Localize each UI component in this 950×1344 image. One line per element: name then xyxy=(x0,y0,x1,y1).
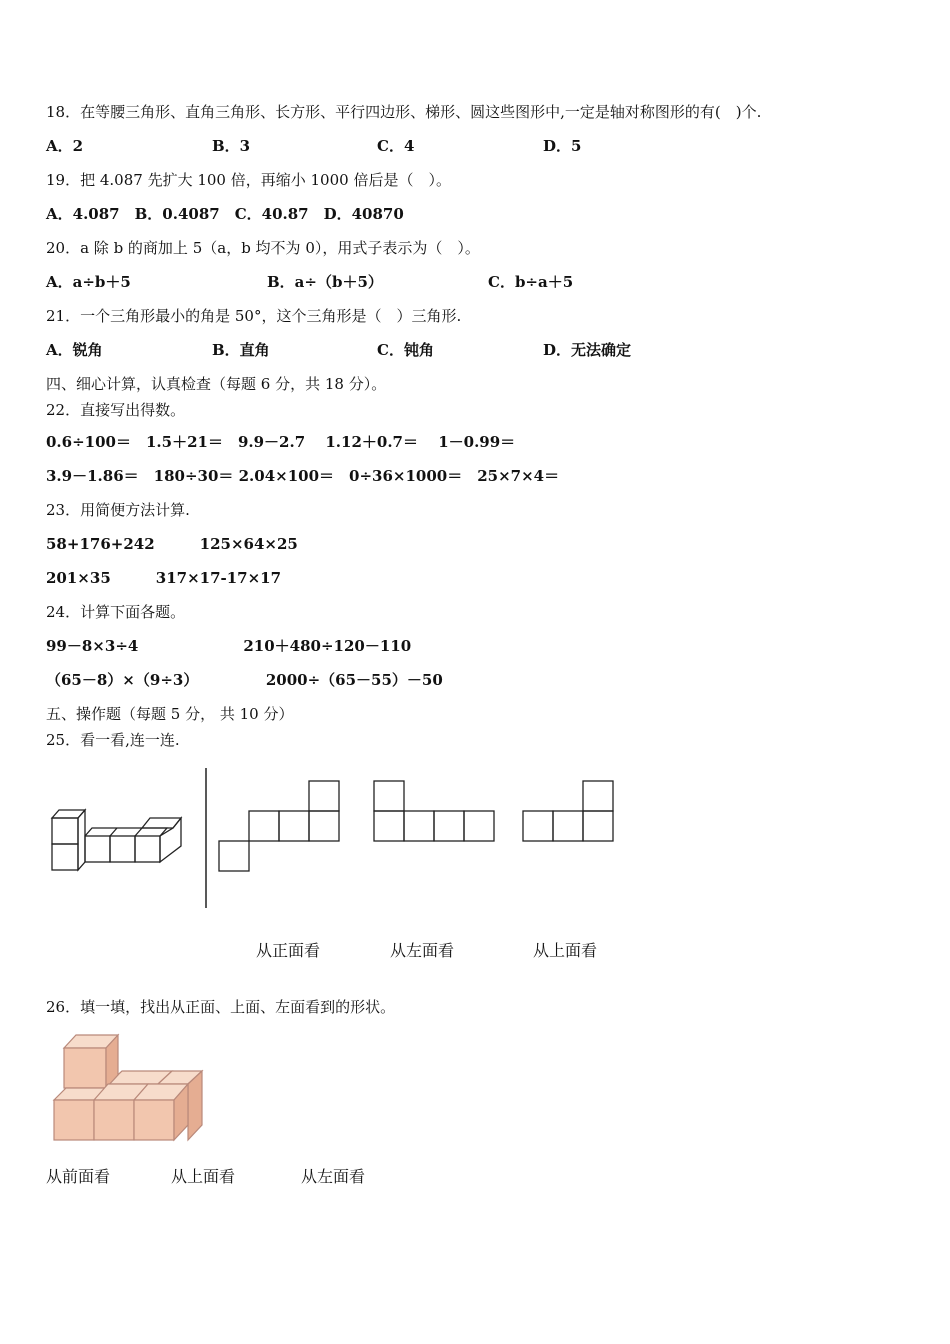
q18-option-c[interactable]: C．4 xyxy=(377,137,415,155)
q26-label-front[interactable]: 从前面看 xyxy=(46,1167,111,1186)
q21-option-a[interactable]: A．锐角 xyxy=(46,341,103,359)
q26-right-side xyxy=(188,1071,202,1140)
section-four-title: 四、细心计算，认真检查（每题 6 分，共 18 分）。 xyxy=(46,375,387,393)
q23-stem: 23．用简便方法计算. xyxy=(46,501,190,519)
q19-options[interactable]: A．4.087 B．0.4087 C．40.87 D．40870 xyxy=(46,205,404,223)
q25-label-top[interactable]: 从上面看 xyxy=(533,941,598,960)
q25-label-front[interactable]: 从正面看 xyxy=(256,941,321,960)
q25-label-left[interactable]: 从左面看 xyxy=(390,941,455,960)
q18-option-d[interactable]: D．5 xyxy=(543,137,582,155)
q26-cube-stack xyxy=(54,1035,202,1140)
q21-option-c[interactable]: C．钝角 xyxy=(377,341,434,359)
q20-stem: 20．a 除 b 的商加上 5（a，b 均不为 0），用式子表示为（ ）。 xyxy=(46,239,480,257)
q26-front-cube-2 xyxy=(94,1100,134,1140)
q24-stem: 24．计算下面各题。 xyxy=(46,603,186,621)
q20-option-b[interactable]: B．a÷（b＋5） xyxy=(267,273,383,291)
q22-row-1: 0.6÷100＝ 1.5＋21＝ 9.9－2.7 1.12＋0.7＝ 1－0.99＝ xyxy=(46,433,516,451)
q24-row-1: 99－8×3÷4 210＋480÷120－110 xyxy=(46,637,412,655)
q24-row-2: （65－8）×（9÷3） 2000÷（65－55）－50 xyxy=(46,671,443,689)
q21-option-b[interactable]: B．直角 xyxy=(212,341,270,359)
q20-option-a[interactable]: A．a÷b＋5 xyxy=(46,273,131,291)
q23-row-2: 201×35 317×17-17×17 xyxy=(46,569,282,587)
q22-row-2: 3.9－1.86＝ 180÷30＝ 2.04×100＝ 0÷36×1000＝ 25×7×4＝ xyxy=(46,467,560,485)
q26-label-top[interactable]: 从上面看 xyxy=(171,1167,236,1186)
q19-stem: 19．把 4.087 先扩大 100 倍，再缩小 1000 倍后是（ ）。 xyxy=(46,171,451,189)
q21-option-d[interactable]: D．无法确定 xyxy=(543,341,632,359)
q23-row-1: 58+176+242 125×64×25 xyxy=(46,535,298,553)
section-five-title: 五、操作题（每题 5 分， 共 10 分） xyxy=(46,705,294,723)
q20-option-c[interactable]: C．b÷a＋5 xyxy=(488,273,574,291)
q26-upper-front xyxy=(64,1048,106,1088)
q22-stem: 22．直接写出得数。 xyxy=(46,401,186,419)
q26-front-cube-1 xyxy=(54,1100,94,1140)
q18-option-a[interactable]: A．2 xyxy=(46,137,84,155)
q25-stem: 25．看一看,连一连. xyxy=(46,731,180,749)
q18-option-b[interactable]: B．3 xyxy=(212,137,251,155)
q18-stem: 18．在等腰三角形、直角三角形、长方形、平行四边形、梯形、圆这些图形中,一定是轴对称图形的有( )个. xyxy=(46,103,762,121)
q26-label-left[interactable]: 从左面看 xyxy=(301,1167,366,1186)
q26-front-cube-3 xyxy=(134,1100,174,1140)
q26-stem: 26．填一填，找出从正面、上面、左面看到的形状。 xyxy=(46,998,396,1016)
q21-stem: 21．一个三角形最小的角是 50°，这个三角形是（ ）三角形. xyxy=(46,307,462,325)
